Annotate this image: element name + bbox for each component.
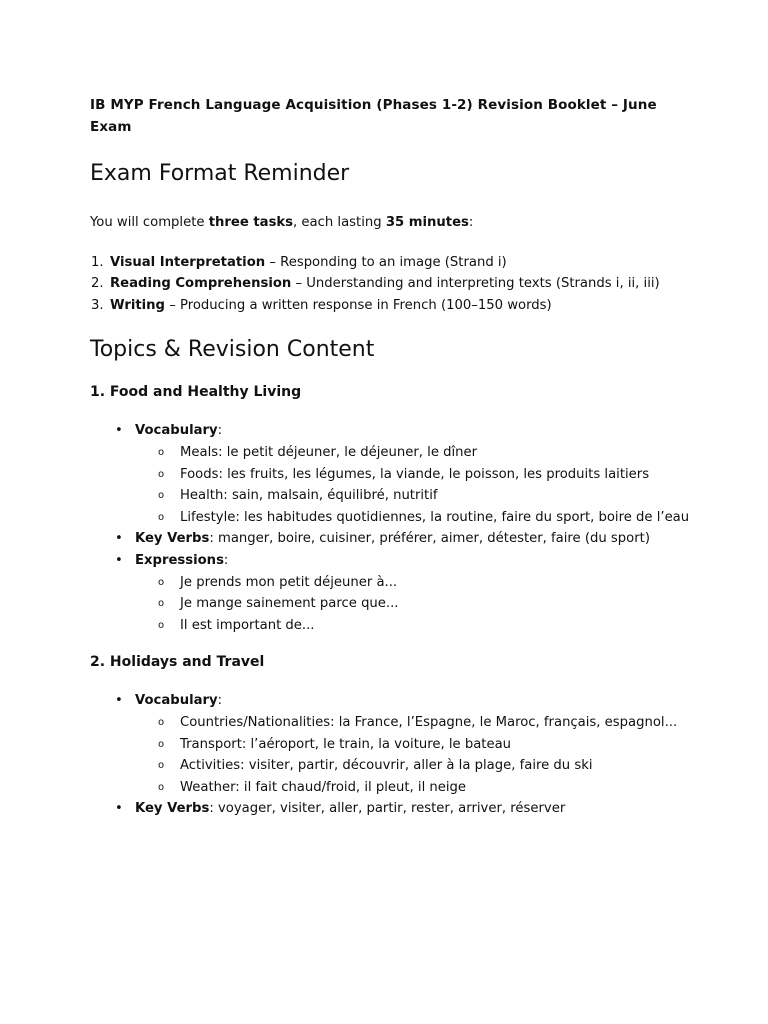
list-item-text: Weather: il fait chaud/froid, il pleut, il neige <box>180 779 467 795</box>
task-item <box>90 295 690 317</box>
sub-bullet-marker: o <box>158 511 165 523</box>
bullet-marker: • <box>115 531 123 547</box>
task-description: – Producing a written response in French (100–150 words) <box>165 297 552 313</box>
list-item-text: Transport: l’aéroport, le train, la voiture, le bateau <box>180 736 512 752</box>
list-item <box>135 777 690 799</box>
document-page <box>90 94 690 820</box>
food-section-heading: 1. Food and Healthy Living <box>90 384 302 401</box>
intro-bold-minutes: 35 minutes <box>385 215 469 230</box>
key-verbs-text: : voyager, visiter, aller, partir, rester, arriver, réserver <box>209 801 566 817</box>
list-item <box>135 507 690 529</box>
vocabulary-label: Vocabulary <box>135 693 218 709</box>
task-label: Writing <box>110 297 165 313</box>
task-label: Visual Interpretation <box>110 254 266 270</box>
task-item <box>90 252 690 274</box>
list-item <box>135 615 690 637</box>
sub-bullet-marker: o <box>158 468 165 480</box>
task-number: 2. <box>91 276 104 292</box>
expressions-item <box>90 550 690 636</box>
list-item-text: Lifestyle: les habitudes quotidiennes, la routine, faire du sport, boire de l’eau <box>180 509 690 525</box>
list-item-text: Meals: le petit déjeuner, le déjeuner, le dîner <box>180 444 478 460</box>
list-item-text: Health: sain, malsain, équilibré, nutritif <box>180 488 438 504</box>
food-list <box>90 420 690 636</box>
sub-bullet-marker: o <box>158 738 165 750</box>
sub-bullet-marker: o <box>158 446 165 458</box>
task-number: 1. <box>91 254 104 270</box>
key-verbs-item <box>90 798 690 820</box>
sub-bullet-marker: o <box>158 781 165 793</box>
key-verbs-item <box>90 528 690 550</box>
sub-bullet-marker: o <box>158 576 165 588</box>
sub-bullet-marker: o <box>158 490 165 502</box>
list-item <box>135 485 690 507</box>
label-colon: : <box>223 552 229 568</box>
holidays-section-heading: 2. Holidays and Travel <box>90 654 265 671</box>
label-colon: : <box>217 423 223 439</box>
intro-text-middle: , each lasting <box>293 215 386 230</box>
exam-intro <box>90 212 690 234</box>
intro-text-end: : <box>468 215 474 230</box>
task-label: Reading Comprehension <box>110 276 292 292</box>
expressions-label: Expressions <box>135 552 224 568</box>
sub-bullet-marker: o <box>158 760 165 772</box>
list-item <box>135 442 690 464</box>
document-title: IB MYP French Language Acquisition (Phases 1-2) Revision Booklet – June Exam <box>90 97 657 135</box>
list-item <box>135 712 690 734</box>
list-item-text: Foods: les fruits, les légumes, la viande, le poisson, les produits laitiers <box>180 466 650 482</box>
food-expressions-list <box>135 572 690 637</box>
label-colon: : <box>217 693 223 709</box>
exam-format-heading: Exam Format Reminder <box>90 161 350 186</box>
list-item-text: Il est important de... <box>180 617 315 633</box>
key-verbs-text: : manger, boire, cuisiner, préférer, aimer, détester, faire (du sport) <box>209 531 650 547</box>
vocabulary-label: Vocabulary <box>135 423 218 439</box>
intro-bold-tasks: three tasks <box>208 215 294 230</box>
task-description: – Understanding and interpreting texts (Strands i, ii, iii) <box>291 276 660 292</box>
vocabulary-item <box>90 420 690 528</box>
bullet-marker: • <box>115 423 123 439</box>
intro-text-start: You will complete <box>90 215 209 230</box>
list-item <box>135 755 690 777</box>
key-verbs-label: Key Verbs <box>135 531 210 547</box>
list-item <box>135 572 690 594</box>
list-item <box>135 464 690 486</box>
bullet-marker: • <box>115 801 123 817</box>
task-list <box>90 252 690 317</box>
bullet-marker: • <box>115 552 123 568</box>
food-vocabulary-list <box>135 442 690 528</box>
holidays-list <box>90 690 690 820</box>
list-item-text: Countries/Nationalities: la France, l’Espagne, le Maroc, français, espagnol... <box>180 714 678 730</box>
task-item <box>90 273 690 295</box>
list-item <box>135 734 690 756</box>
list-item-text: Je prends mon petit déjeuner à... <box>180 574 398 590</box>
topics-heading: Topics & Revision Content <box>90 337 375 363</box>
list-item-text: Je mange sainement parce que... <box>180 596 399 612</box>
key-verbs-label: Key Verbs <box>135 801 210 817</box>
list-item <box>135 593 690 615</box>
list-item-text: Activities: visiter, partir, découvrir, aller à la plage, faire du ski <box>180 758 593 774</box>
sub-bullet-marker: o <box>158 716 165 728</box>
task-number: 3. <box>91 297 104 313</box>
vocabulary-item <box>90 690 690 798</box>
bullet-marker: • <box>115 693 123 709</box>
sub-bullet-marker: o <box>158 598 165 610</box>
sub-bullet-marker: o <box>158 619 165 631</box>
task-description: – Responding to an image (Strand i) <box>265 254 507 270</box>
holidays-vocabulary-list <box>135 712 690 798</box>
